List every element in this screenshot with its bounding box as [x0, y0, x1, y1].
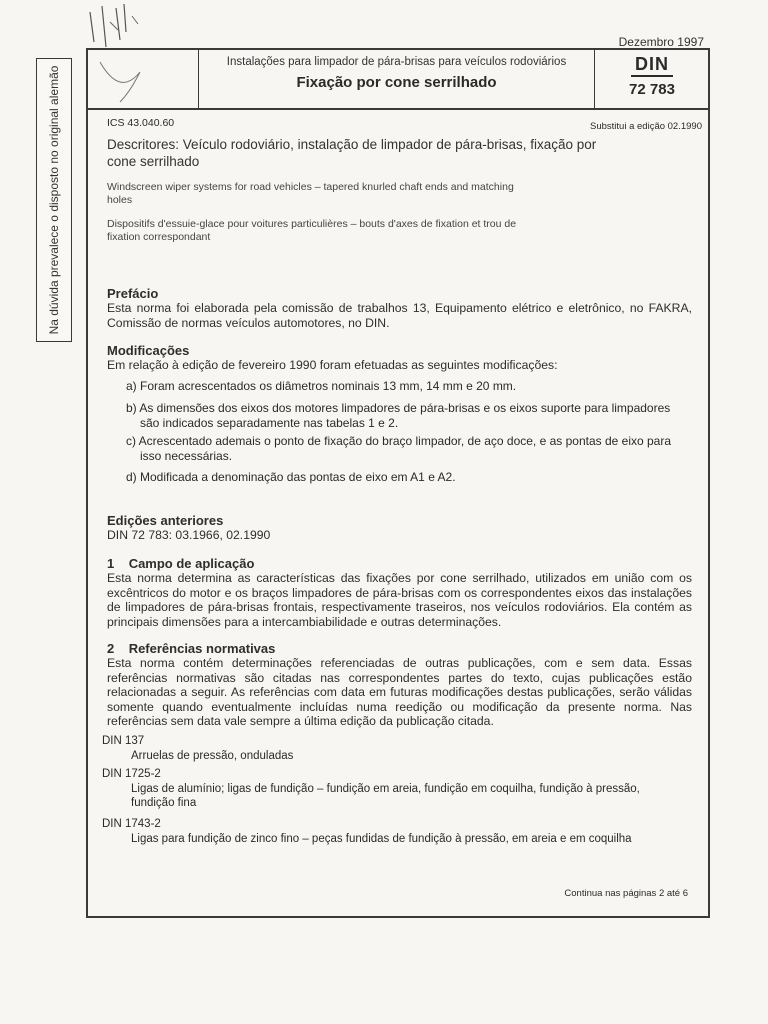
campo-title: Campo de aplicação: [128, 556, 255, 571]
ics-code: ICS 43.040.60: [107, 117, 175, 129]
header-din-cell: [594, 48, 709, 108]
standard-number: 72 783: [629, 81, 675, 98]
modificacao-item: b) As dimensões dos eixos dos motores limpadores de pára-brisas e os eixos suporte para limpadores são indicados separadamente nas tabelas 1 e 2.: [126, 401, 671, 430]
side-note-text: Na dúvida prevalece o disposto no original alemão: [47, 65, 61, 335]
reference-description: Arruelas de pressão, onduladas: [131, 750, 294, 762]
continuation-note: Continua nas páginas 2 até 6: [564, 888, 688, 899]
header-blank-cell: [86, 48, 199, 108]
modificacao-item: d) Modificada a denominação das pontas de eixo em A1 e A2.: [126, 470, 456, 484]
edicoes-heading: Edições anteriores: [107, 513, 224, 528]
modificacao-item: c) Acrescentado ademais o ponto de fixação do braço limpador, de aço doce, e as pontas de eixo para isso necessárias.: [126, 434, 672, 463]
modificacoes-heading: Modificações: [107, 343, 190, 358]
prefacio-text: Esta norma foi elaborada pela comissão de trabalhos 13, Equipamento elétrico e eletrônico, no FAKRA, Comissão de normas veículos automotores, no DIN.: [107, 301, 692, 330]
modificacoes-intro: Em relação à edição de fevereiro 1990 foram efetuadas as seguintes modificações:: [107, 358, 558, 372]
referencias-heading: [107, 641, 692, 656]
modificacoes-section: [107, 343, 692, 373]
substitutes-note: Substitui a edição 02.1990: [590, 121, 702, 132]
edicoes-section: [107, 513, 692, 543]
french-title: Dispositifs d'essuie-glace pour voitures particulières – bouts d'axes de fixation et trou de fixation correspondant: [107, 218, 517, 243]
campo-heading: [107, 556, 692, 571]
header-title: Fixação por cone serrilhado: [296, 74, 497, 91]
referencias-section: [107, 641, 692, 729]
referencias-title: Referências normativas: [128, 641, 276, 656]
reference-code: DIN 1743-2: [102, 818, 161, 830]
edicoes-text: DIN 72 783: 03.1966, 02.1990: [107, 528, 271, 542]
reference-description: Ligas de alumínio; ligas de fundição – fundição em areia, fundição em coquilha, fundição à pressão, fundição fina: [131, 783, 640, 809]
campo-text: Esta norma determina as características das fixações por cone serrilhado, utilizados em união com os excêntricos do motor e os braços limpadores de pára-brisas com os correspondentes eixos das instalações de limpadores de pára-brisas frontais, respectivamente traseiros, nos veículos rodoviários. Ela contém as principais dimensões para a intercambiabilidade e outras determinações.: [107, 571, 692, 629]
header-subtitle: Instalações para limpador de pára-brisas para veículos rodoviários: [226, 56, 567, 68]
english-title: Windscreen wiper systems for road vehicles – tapered knurled chaft ends and matching holes: [107, 181, 514, 206]
din-logo: DIN: [631, 54, 673, 77]
reference-code: DIN 137: [102, 735, 145, 747]
prefacio-section: [107, 286, 692, 330]
side-note-box: [36, 58, 72, 342]
document-header: [86, 48, 708, 110]
campo-section: [107, 556, 692, 629]
modificacao-item: a) Foram acrescentados os diâmetros nominais 13 mm, 14 mm e 20 mm.: [126, 379, 517, 393]
referencias-text: Esta norma contém determinações referenciadas de outras publicações, com e sem data. Essas referências normativas são citadas nas correspondentes partes do texto, cujas publicações estão relacionadas a seguir. As referências com data em futuras modificações destas publicações, serão válidas somente quando eventualmente incluídas numa reedição ou modificação da presente norma. Nas referências sem data vale sempre a última edição da publicação citada.: [107, 656, 692, 728]
publication-date: Dezembro 1997: [618, 35, 704, 49]
prefacio-heading: Prefácio: [107, 286, 159, 301]
reference-code: DIN 1725-2: [102, 768, 161, 780]
descriptors: Descritores: Veículo rodoviário, instalação de limpador de pára-brisas, fixação por cone serrilhado: [107, 137, 597, 169]
campo-number: 1: [107, 556, 115, 571]
header-title-cell: [199, 48, 594, 108]
reference-description: Ligas para fundição de zinco fino – peças fundidas de fundição à pressão, em areia e em coquilha: [131, 833, 632, 845]
referencias-number: 2: [107, 641, 115, 656]
